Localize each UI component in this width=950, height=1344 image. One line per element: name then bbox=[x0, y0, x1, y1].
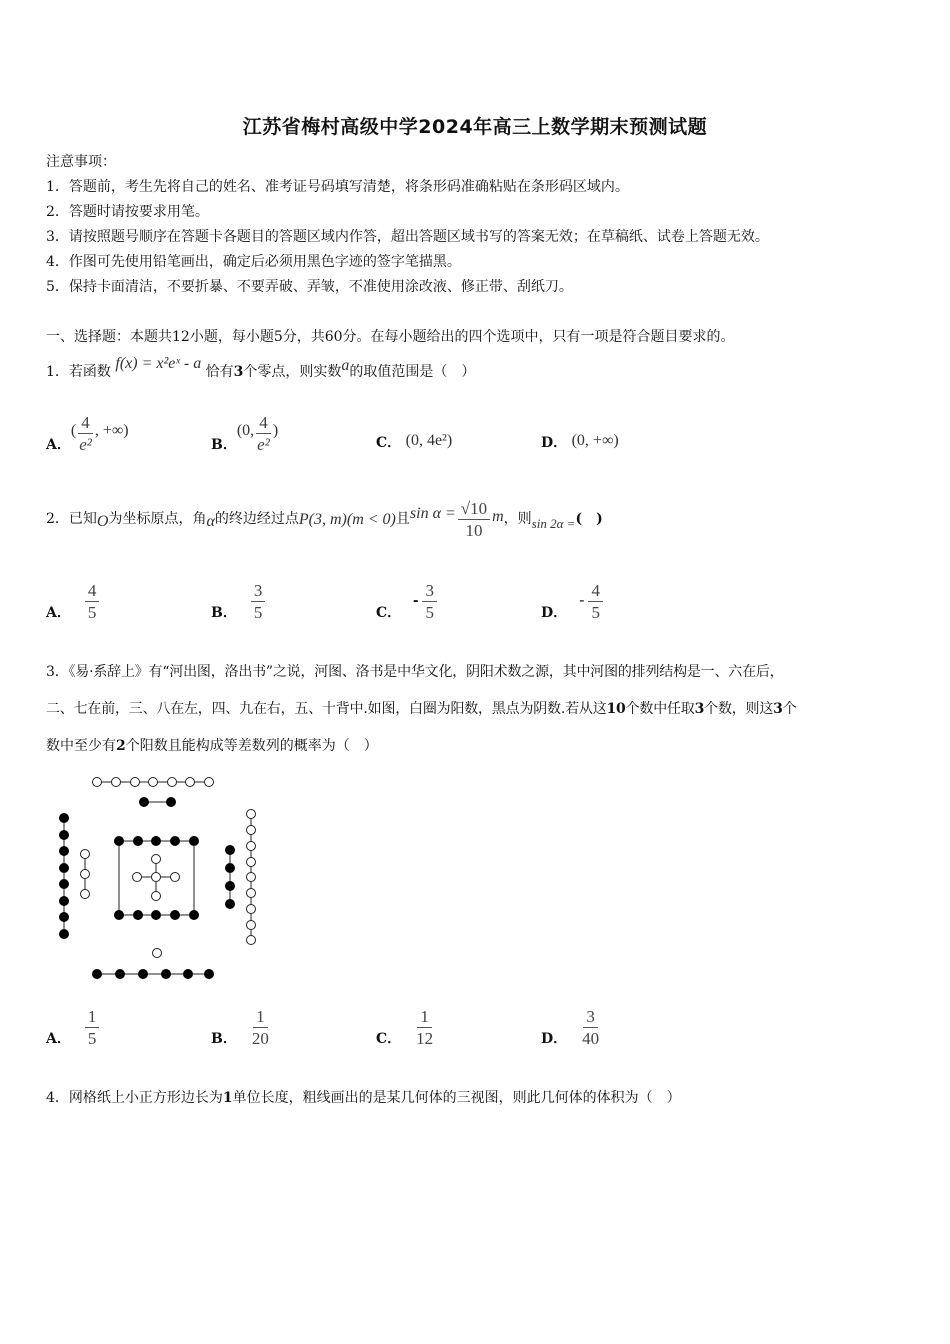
q2-option-a-num: 4 bbox=[85, 581, 100, 602]
notice-item-2: 2．答题时请按要求用笔。 bbox=[46, 204, 209, 220]
notice-item-4: 4．作图可先使用铅笔画出，确定后必须用黑色字迹的签字笔描黑。 bbox=[46, 254, 461, 270]
hetu-white-dot bbox=[247, 858, 256, 867]
hetu-black-dot bbox=[133, 836, 143, 846]
hetu-white-dot bbox=[205, 778, 214, 787]
q2-point: P(3, m)(m < 0) bbox=[298, 511, 396, 528]
q2-suffix: ( ) bbox=[575, 511, 603, 527]
q3-option-c-den: 12 bbox=[416, 1028, 434, 1048]
hetu-black-dot bbox=[59, 929, 69, 939]
q3-option-a-den: 5 bbox=[87, 1028, 97, 1048]
q3-option-b[interactable] bbox=[211, 1004, 272, 1050]
q2-option-d-label: D． bbox=[541, 605, 568, 621]
q2-sin-fraction bbox=[458, 499, 490, 540]
hetu-white-dot bbox=[186, 778, 195, 787]
q1-option-a-lp: ( bbox=[70, 422, 77, 439]
q2-sin2: sin 2α = bbox=[531, 516, 576, 531]
q4-a: 4．网格纸上小正方形边长为 bbox=[46, 1090, 223, 1106]
hetu-black-dot bbox=[225, 881, 235, 891]
hetu-white-dot bbox=[247, 921, 256, 930]
hetu-black-dot bbox=[138, 969, 148, 979]
hetu-black-dot bbox=[170, 836, 180, 846]
hetu-black-dot bbox=[115, 969, 125, 979]
q2-option-d[interactable] bbox=[541, 578, 603, 624]
q2-option-d-num: 4 bbox=[588, 581, 603, 602]
q1-function: f(x) = x²eˣ - a bbox=[115, 355, 202, 372]
q1-option-a-num: 4 bbox=[78, 413, 93, 434]
q1-mid1: 恰有 bbox=[205, 364, 234, 380]
hetu-black-dot bbox=[139, 797, 149, 807]
notice-item-3: 3．请按照题号顺序在答题卡各题目的答题区域内作答，超出答题区域书写的答案无效；在草稿纸、试卷上答题无效。 bbox=[46, 229, 769, 245]
q2-option-c-den: 5 bbox=[425, 602, 434, 622]
hetu-white-dot bbox=[247, 905, 256, 914]
q2-prefix: 2．已知 bbox=[46, 511, 97, 527]
hetu-black-dot bbox=[151, 836, 161, 846]
q3-line3-b: 个阳数且能构成等差数列的概率为（ ） bbox=[125, 738, 378, 754]
q3-option-a[interactable] bbox=[46, 1004, 99, 1050]
q2-option-b-label: B． bbox=[211, 605, 237, 621]
q1-option-c-text: (0, 4e²) bbox=[405, 432, 453, 449]
question-1 bbox=[46, 355, 476, 382]
q1-option-d[interactable] bbox=[541, 432, 619, 452]
q1-option-b[interactable] bbox=[211, 410, 278, 456]
q3-line-3 bbox=[46, 736, 378, 756]
q3-line2-n3: 3 bbox=[773, 701, 783, 717]
q3-option-d-den: 40 bbox=[582, 1028, 600, 1048]
q3-line2-a: 二、七在前，三、八在左，四、九在右，五、十背中.如图，白圈为阳数，黑点为阴数.若从这 bbox=[46, 701, 607, 717]
q3-option-b-label: B． bbox=[211, 1031, 237, 1047]
hetu-white-dot bbox=[171, 873, 180, 882]
q3-option-d-fraction bbox=[579, 1007, 602, 1048]
q3-option-a-num: 1 bbox=[85, 1007, 100, 1028]
q2-option-c-fraction bbox=[422, 581, 437, 622]
q3-option-d[interactable] bbox=[541, 1004, 602, 1050]
hetu-white-dot bbox=[133, 873, 142, 882]
hetu-black-dot bbox=[204, 969, 214, 979]
q4-n: 1 bbox=[222, 1090, 233, 1106]
q1-option-a-den: e² bbox=[79, 434, 92, 454]
q2-option-a-label: A． bbox=[46, 605, 71, 621]
q1-option-a-fraction bbox=[76, 413, 95, 454]
hetu-black-dot bbox=[133, 910, 143, 920]
q1-var: a bbox=[341, 357, 350, 374]
hetu-black-dot bbox=[183, 969, 193, 979]
hetu-white-dot bbox=[81, 870, 90, 879]
hetu-white-dot bbox=[152, 855, 161, 864]
q1-option-d-label: D． bbox=[541, 435, 568, 451]
q2-option-b-den: 5 bbox=[253, 602, 263, 622]
q1-option-b-fraction bbox=[254, 413, 273, 454]
q1-option-b-den: e² bbox=[257, 434, 270, 454]
hetu-white-dot bbox=[247, 936, 256, 945]
q2-option-b-num: 3 bbox=[251, 581, 266, 602]
q2-sin-den: 10 bbox=[465, 520, 483, 540]
hetu-white-dot bbox=[152, 892, 161, 901]
hetu-white-dot bbox=[131, 778, 140, 787]
hetu-white-dot bbox=[247, 842, 256, 851]
q2-option-d-sign: - bbox=[579, 592, 585, 609]
hetu-white-dot bbox=[247, 826, 256, 835]
hetu-white-dot bbox=[93, 778, 102, 787]
hetu-black-dot bbox=[59, 879, 69, 889]
q3-line3-n: 2 bbox=[116, 738, 126, 754]
q3-option-b-fraction bbox=[249, 1007, 272, 1048]
q1-option-c-label: C． bbox=[376, 435, 402, 451]
question-2 bbox=[46, 496, 603, 542]
q2-mid2: 的终边经过点 bbox=[214, 511, 299, 527]
q1-prefix: 1．若函数 bbox=[46, 364, 111, 380]
hetu-black-dot bbox=[166, 797, 176, 807]
q2-option-a[interactable] bbox=[46, 578, 99, 624]
q1-option-a[interactable] bbox=[46, 410, 129, 456]
q3-line2-n2: 3 bbox=[694, 701, 705, 717]
hetu-black-dot bbox=[170, 910, 180, 920]
question-4 bbox=[46, 1088, 681, 1108]
q4-b: 单位长度，粗线画出的是某几何体的三视图，则此几何体的体积为（ ） bbox=[232, 1090, 681, 1106]
q3-option-b-num: 1 bbox=[253, 1007, 268, 1028]
hetu-white-dot bbox=[153, 949, 162, 958]
hetu-black-dot bbox=[59, 912, 69, 922]
q1-option-b-label: B． bbox=[211, 437, 237, 453]
q3-line3-a: 数中至少有 bbox=[46, 738, 116, 754]
q2-option-d-fraction bbox=[588, 581, 603, 622]
q1-option-c[interactable] bbox=[376, 432, 452, 452]
q2-mid4: ，则 bbox=[503, 511, 532, 527]
q3-line2-n1: 10 bbox=[606, 701, 626, 717]
hetu-white-dot bbox=[152, 873, 161, 882]
notice-heading: 注意事项： bbox=[46, 154, 116, 170]
q1-num: 3 bbox=[233, 364, 244, 380]
q1-option-a-rp: , +∞) bbox=[94, 422, 129, 439]
q2-option-a-fraction bbox=[85, 581, 100, 622]
hetu-white-dot bbox=[247, 873, 256, 882]
q2-option-b-fraction bbox=[251, 581, 266, 622]
hetu-black-dot bbox=[59, 896, 69, 906]
q2-option-a-den: 5 bbox=[87, 602, 97, 622]
q2-mid3: 且 bbox=[395, 511, 410, 527]
hetu-black-dot bbox=[114, 910, 124, 920]
q2-sin-num: √10 bbox=[458, 499, 490, 520]
q2-m: m bbox=[492, 508, 504, 525]
q2-option-b[interactable] bbox=[211, 578, 265, 624]
section-heading: 一、选择题：本题共12小题，每小题5分，共60分。在每小题给出的四个选项中，只有一项是符合题目要求的。 bbox=[46, 329, 735, 345]
hetu-black-dot bbox=[59, 813, 69, 823]
hetu-black-dot bbox=[225, 863, 235, 873]
notice-item-1: 1．答题前，考生先将自己的姓名、准考证号码填写清楚，将条形码准确粘贴在条形码区域内。 bbox=[46, 179, 629, 195]
hetu-black-dot bbox=[59, 846, 69, 856]
q3-option-d-num: 3 bbox=[583, 1007, 598, 1028]
q1-suffix: 的取值范围是（ ） bbox=[349, 364, 476, 380]
q3-line2-d: 个 bbox=[782, 701, 797, 717]
hetu-black-dot bbox=[92, 969, 102, 979]
q2-origin: O bbox=[96, 513, 109, 530]
hetu-white-dot bbox=[168, 778, 177, 787]
q2-sin-left: sin α = bbox=[409, 505, 456, 522]
q2-option-c[interactable] bbox=[376, 578, 437, 624]
q3-option-c-num: 1 bbox=[417, 1007, 432, 1028]
hetu-diagram bbox=[40, 768, 280, 988]
q3-option-b-den: 20 bbox=[251, 1028, 269, 1048]
q1-option-b-lp: (0, bbox=[236, 422, 255, 439]
q2-option-d-den: 5 bbox=[591, 602, 600, 622]
q1-option-b-num: 4 bbox=[256, 413, 271, 434]
hetu-black-dot bbox=[161, 969, 171, 979]
q3-option-a-fraction bbox=[85, 1007, 100, 1048]
q2-alpha: α bbox=[206, 513, 215, 530]
q1-option-a-label: A． bbox=[46, 437, 71, 453]
hetu-black-dot bbox=[114, 836, 124, 846]
q1-option-b-rp: ) bbox=[272, 422, 279, 439]
hetu-black-dot bbox=[59, 830, 69, 840]
q3-line-1: 3．《易·系辞上》有“河出图，洛出书”之说，河图、洛书是中华文化，阴阳术数之源，其中河图的排列结构是一、六在后， bbox=[46, 664, 784, 680]
hetu-white-dot bbox=[81, 890, 90, 899]
q3-option-c-label: C． bbox=[376, 1031, 402, 1047]
q3-line2-b: 个数中任取 bbox=[625, 701, 695, 717]
q3-option-c-fraction bbox=[413, 1007, 436, 1048]
page-title: 江苏省梅村高级中学2024年高三上数学期末预测试题 bbox=[242, 116, 708, 138]
hetu-white-dot bbox=[112, 778, 121, 787]
q2-option-c-label: C． bbox=[376, 605, 402, 621]
q1-mid2: 个零点，则实数 bbox=[243, 364, 342, 380]
q2-mid1: 为坐标原点，角 bbox=[108, 511, 207, 527]
q3-option-a-label: A． bbox=[46, 1031, 71, 1047]
hetu-black-dot bbox=[225, 845, 235, 855]
q3-line2-c: 个数，则这 bbox=[704, 701, 774, 717]
notice-item-5: 5．保持卡面清洁，不要折暴、不要弄破、弄皱，不准使用涂改液、修正带、刮纸刀。 bbox=[46, 279, 573, 295]
hetu-black-dot bbox=[59, 863, 69, 873]
q2-option-c-sign: - bbox=[413, 592, 419, 609]
hetu-white-dot bbox=[247, 889, 256, 898]
hetu-white-dot bbox=[81, 850, 90, 859]
hetu-black-dot bbox=[189, 836, 199, 846]
hetu-white-dot bbox=[247, 810, 256, 819]
q2-option-c-num: 3 bbox=[422, 581, 437, 602]
hetu-black-dot bbox=[189, 910, 199, 920]
q3-option-c[interactable] bbox=[376, 1004, 436, 1050]
q1-option-d-text: (0, +∞) bbox=[571, 432, 619, 449]
q3-line-2 bbox=[46, 699, 797, 719]
q3-option-d-label: D． bbox=[541, 1031, 568, 1047]
hetu-black-dot bbox=[151, 910, 161, 920]
hetu-white-dot bbox=[149, 778, 158, 787]
hetu-black-dot bbox=[225, 899, 235, 909]
